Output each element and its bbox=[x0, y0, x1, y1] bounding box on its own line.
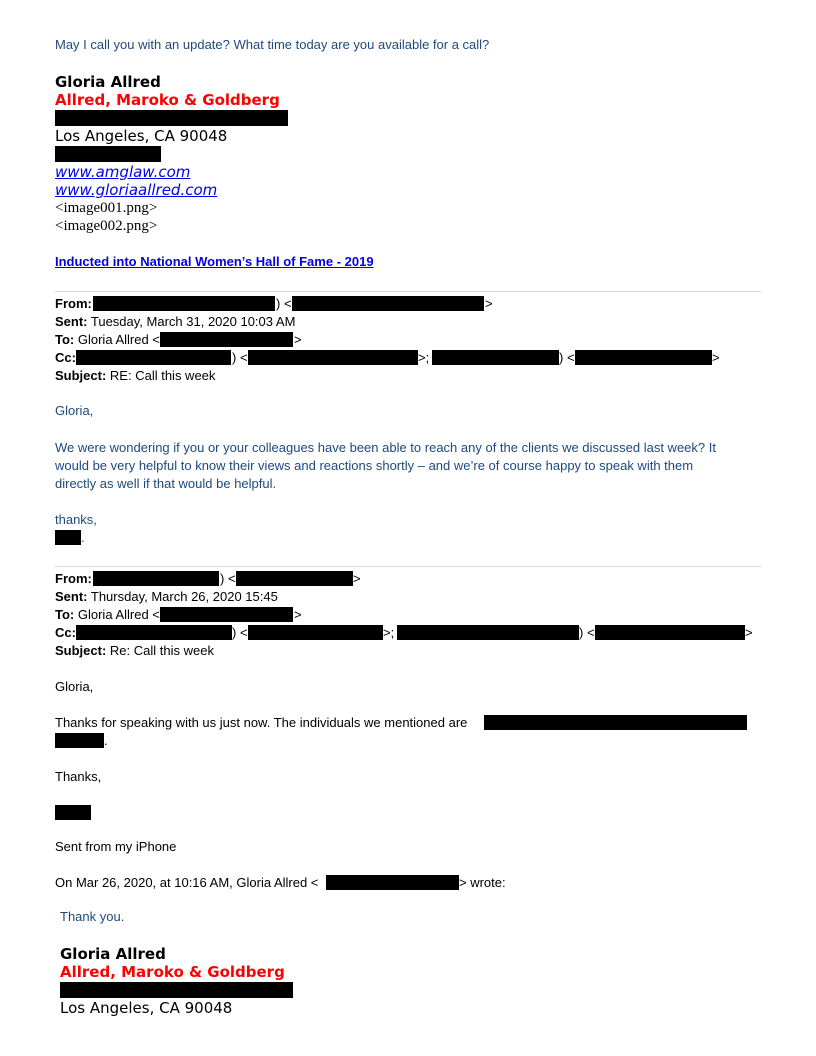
signature-city: Los Angeles, CA 90048 bbox=[60, 999, 233, 1017]
cc-label: Cc: bbox=[55, 625, 76, 640]
cc-separator: ) < bbox=[232, 625, 248, 640]
thank-you: Thank you. bbox=[60, 909, 125, 924]
cc-label: Cc: bbox=[55, 350, 76, 365]
redaction bbox=[60, 982, 293, 998]
redaction bbox=[55, 805, 91, 820]
top-message: May I call you with an update? What time today are you available for a call? bbox=[55, 37, 490, 52]
redaction bbox=[326, 875, 459, 890]
email1-cc-row bbox=[55, 350, 76, 366]
from-separator: ) < bbox=[220, 571, 236, 586]
subject-value: Re: Call this week bbox=[109, 643, 214, 658]
gloriaallred-link[interactable]: www.gloriaallred.com bbox=[55, 181, 218, 199]
email1-closing: thanks, bbox=[55, 512, 97, 527]
redaction bbox=[484, 715, 747, 730]
from-end: > bbox=[353, 571, 361, 586]
redaction bbox=[236, 571, 353, 586]
redaction bbox=[248, 350, 418, 365]
email2-greeting: Gloria, bbox=[55, 679, 94, 694]
from-label: From: bbox=[55, 296, 92, 311]
divider bbox=[55, 291, 761, 292]
signature-city: Los Angeles, CA 90048 bbox=[55, 127, 228, 145]
signature-name: Gloria Allred bbox=[60, 945, 166, 963]
sent-value: Thursday, March 26, 2020 15:45 bbox=[90, 589, 278, 604]
subject-label: Subject: bbox=[55, 368, 107, 383]
cc-end: > bbox=[712, 350, 720, 365]
email1-sign-dot: . bbox=[81, 530, 85, 545]
redaction bbox=[160, 332, 293, 347]
email2-body-end: . bbox=[104, 733, 108, 748]
redaction bbox=[595, 625, 745, 640]
email1-body-line: would be very helpful to know their views and reactions shortly – and we’re of course happy to speak with them bbox=[55, 458, 694, 473]
redaction bbox=[76, 350, 231, 365]
redaction bbox=[575, 350, 712, 365]
email2-sent-row bbox=[55, 589, 278, 605]
email2-cc-row bbox=[55, 625, 76, 641]
wrote-line: On Mar 26, 2020, at 10:16 AM, Gloria Allred < bbox=[55, 875, 319, 890]
cc-separator: ) < bbox=[579, 625, 595, 640]
image-placeholder-1: <image001.png> bbox=[55, 200, 158, 216]
redaction bbox=[55, 733, 104, 748]
redaction bbox=[397, 625, 579, 640]
redaction bbox=[432, 350, 559, 365]
cc-separator: >; bbox=[418, 350, 430, 365]
from-label: From: bbox=[55, 571, 92, 586]
email1-body-line: directly as well if that would be helpful. bbox=[55, 476, 277, 491]
to-label: To: bbox=[55, 332, 75, 347]
subject-value: RE: Call this week bbox=[109, 368, 216, 383]
sent-value: Tuesday, March 31, 2020 10:03 AM bbox=[90, 314, 296, 329]
sent-label: Sent: bbox=[55, 589, 88, 604]
to-value: Gloria Allred < bbox=[77, 332, 160, 347]
redaction bbox=[55, 146, 161, 162]
cc-separator: ) < bbox=[232, 350, 248, 365]
signature-firm: Allred, Maroko & Goldberg bbox=[60, 963, 285, 981]
to-end: > bbox=[294, 607, 302, 622]
redaction bbox=[55, 530, 81, 545]
cc-end: > bbox=[745, 625, 753, 640]
email2-body-line: Thanks for speaking with us just now. The individuals we mentioned are bbox=[55, 715, 468, 730]
signature-name: Gloria Allred bbox=[55, 73, 161, 91]
amglaw-link[interactable]: www.amglaw.com bbox=[55, 163, 191, 181]
redaction bbox=[55, 110, 288, 126]
redaction bbox=[93, 571, 219, 586]
redaction bbox=[292, 296, 484, 311]
image-placeholder-2: <image002.png> bbox=[55, 218, 158, 234]
redaction bbox=[76, 625, 232, 640]
divider bbox=[55, 566, 761, 567]
to-value: Gloria Allred < bbox=[77, 607, 160, 622]
wrote-line-end: > wrote: bbox=[459, 875, 506, 890]
from-separator: ) < bbox=[276, 296, 292, 311]
hall-of-fame-link[interactable]: Inducted into National Women’s Hall of Fame - 2019 bbox=[55, 254, 374, 269]
signature-firm: Allred, Maroko & Goldberg bbox=[55, 91, 280, 109]
from-end: > bbox=[485, 296, 493, 311]
email2-from-row bbox=[55, 571, 92, 587]
email1-from-row bbox=[55, 296, 92, 312]
subject-label: Subject: bbox=[55, 643, 107, 658]
redaction bbox=[248, 625, 383, 640]
email2-to-row bbox=[55, 607, 160, 623]
sent-label: Sent: bbox=[55, 314, 88, 329]
email1-body-line: We were wondering if you or your colleagues have been able to reach any of the clients we discussed last week? It bbox=[55, 440, 716, 455]
redaction bbox=[93, 296, 275, 311]
to-end: > bbox=[294, 332, 302, 347]
email2-closing: Thanks, bbox=[55, 769, 102, 784]
email1-sent-row bbox=[55, 314, 295, 330]
email1-greeting: Gloria, bbox=[55, 403, 94, 418]
email2-subject-row bbox=[55, 643, 214, 659]
sent-from-iphone: Sent from my iPhone bbox=[55, 839, 177, 854]
email1-to-row bbox=[55, 332, 160, 348]
email1-subject-row bbox=[55, 368, 215, 384]
redaction bbox=[160, 607, 293, 622]
cc-separator: >; bbox=[383, 625, 395, 640]
to-label: To: bbox=[55, 607, 75, 622]
cc-separator: ) < bbox=[559, 350, 575, 365]
